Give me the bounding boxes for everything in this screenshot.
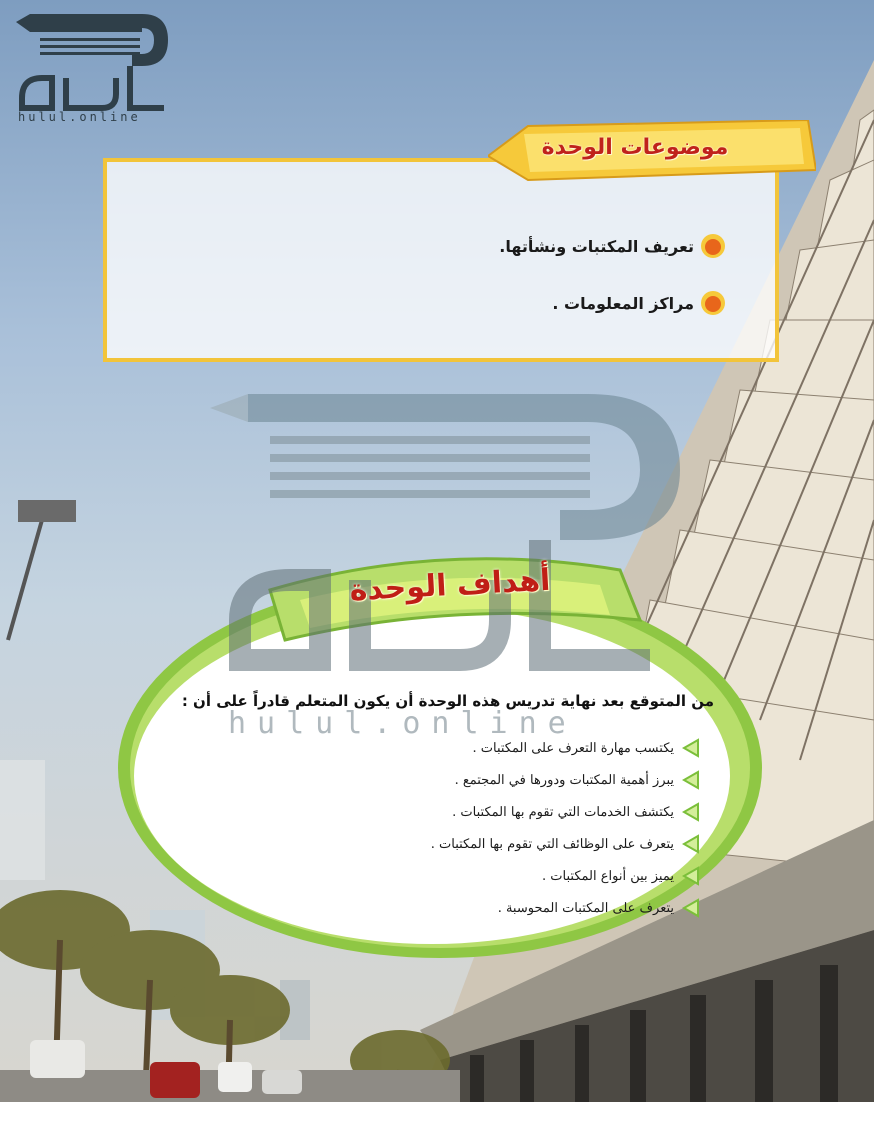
hulul-logo: [12, 8, 172, 126]
goal-item-label: يكتشف الخدمات التي تقوم بها المكتبات .: [452, 804, 674, 820]
topic-item-label: تعريف المكتبات ونشأتها.: [499, 236, 694, 256]
list-item: [431, 736, 702, 760]
topics-title: موضوعات الوحدة: [541, 135, 729, 160]
list-item: [431, 768, 702, 792]
goal-item-label: يميز بين أنواع المكتبات .: [542, 868, 674, 884]
goal-item-label: يتعرف على المكتبات المحوسبة .: [497, 900, 674, 916]
list-item: [499, 226, 726, 266]
green-triangle-bullet-icon: [680, 737, 702, 759]
topic-item-label: مراكز المعلومات .: [552, 293, 694, 313]
goal-item-label: يكتسب مهارة التعرف على المكتبات .: [472, 740, 674, 756]
goal-item-label: يبرز أهمية المكتبات ودورها في المجتمع .: [454, 772, 674, 788]
green-triangle-bullet-icon: [680, 801, 702, 823]
green-triangle-bullet-icon: [680, 897, 702, 919]
list-item: [431, 832, 702, 856]
watermark-url: hulul.online: [228, 706, 577, 741]
list-item: [499, 283, 726, 323]
page-bottom-margin: [0, 1102, 874, 1125]
green-triangle-bullet-icon: [680, 833, 702, 855]
goal-item-label: يتعرف على الوظائف التي تقوم بها المكتبات .: [430, 836, 674, 852]
green-triangle-bullet-icon: [680, 865, 702, 887]
goals-list: [431, 736, 702, 928]
orange-dot-bullet-icon: [700, 233, 726, 259]
list-item: [431, 864, 702, 888]
list-item: [431, 896, 702, 920]
topics-list: [499, 226, 726, 340]
goals-title: أهداف الوحدة: [348, 562, 552, 609]
list-item: [431, 800, 702, 824]
goals-intro: من المتوقع بعد نهاية تدريس هذه الوحدة أن يكون المتعلم قادراً على أن :: [181, 692, 714, 710]
orange-dot-bullet-icon: [700, 290, 726, 316]
logo-url: hulul.online: [18, 110, 141, 124]
green-triangle-bullet-icon: [680, 769, 702, 791]
